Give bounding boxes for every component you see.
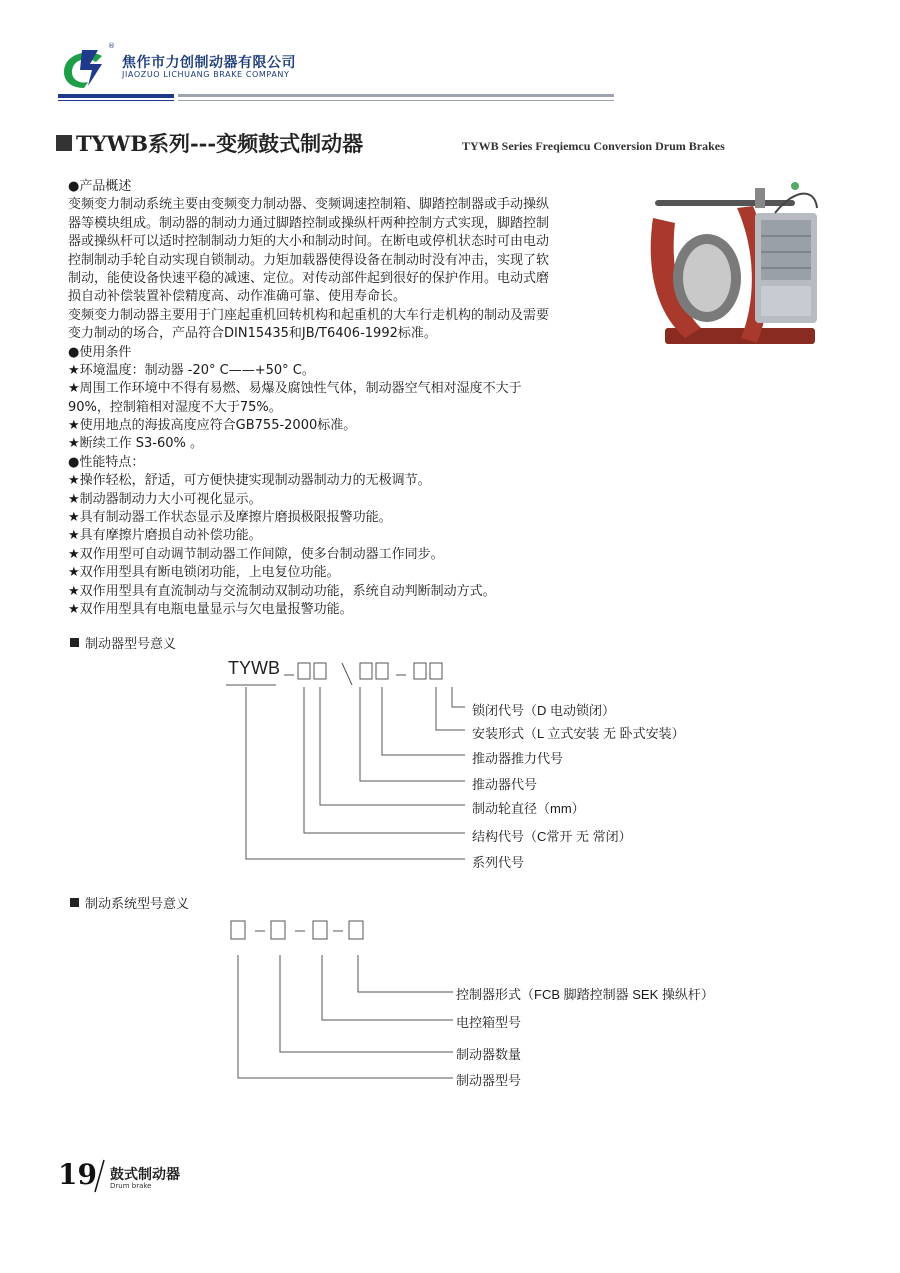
overview-line: 器等模块组成。制动器的制动力通过脚踏控制或操纵杆两种控制方式实现，脚踏控制	[68, 215, 550, 231]
company-name-cn: 焦作市力创制动器有限公司	[122, 55, 296, 71]
system-label-brake-quantity: 制动器数量	[456, 1047, 522, 1062]
conditions-line: ★环境温度：制动器 -20° C——+50° C。	[68, 362, 315, 378]
conditions-line: ★周围工作环境中不得有易燃、易爆及腐蚀性气体，制动器空气相对湿度不大于	[68, 381, 522, 397]
overview-line: 器或操纵杆可以适时控制制动力矩的大小和制动时间。在断电或停机状态时可由电动	[68, 234, 550, 250]
system-label-brake-model: 制动器型号	[456, 1073, 522, 1088]
registered-mark: ®	[108, 42, 115, 50]
overview-line: 变力制动的场合，产品符合DIN15435和JB/T6406-1992标准。	[68, 326, 437, 342]
overview-line: 损自动补偿装置补偿精度高、动作准确可靠、使用寿命长。	[68, 289, 407, 305]
system-diagram-heading-text: 制动系统型号意义	[85, 897, 190, 912]
company-name-en: JIAOZUO LICHUANG BRAKE COMPANY	[122, 70, 290, 79]
overview-line: 变频变力制动系统主要由变频变力制动器、变频调速控制箱、脚踏控制器或手动操纵	[68, 197, 550, 213]
system-label-controller-form: 控制器形式（FCB 脚踏控制器 SEK 操纵杆）	[456, 987, 714, 1002]
conditions-heading: ●使用条件	[68, 344, 132, 360]
features-line: ★具有制动器工作状态显示及摩擦片磨损极限报警功能。	[68, 510, 392, 526]
model-label-install-form: 安装形式（L 立式安装 无 卧式安装）	[472, 726, 685, 741]
model-label-thrust-code: 推动器推力代号	[472, 751, 564, 766]
square-bullet	[70, 898, 79, 907]
features-line: ★具有摩擦片磨损自动补偿功能。	[68, 528, 262, 544]
footer-section-cn: 鼓式制动器	[110, 1167, 180, 1183]
system-code-diagram	[225, 915, 455, 1085]
header-rule-blue-thin	[58, 100, 174, 101]
features-line: ★制动器制动力大小可视化显示。	[68, 491, 262, 507]
model-label-lock-code: 锁闭代号（D 电动锁闭）	[472, 703, 616, 718]
model-diagram-heading	[70, 633, 176, 652]
conditions-line: 90%，控制箱相对湿度不大于75%。	[68, 399, 282, 415]
header-rule-gray	[178, 94, 614, 97]
model-label-series-code: 系列代号	[472, 855, 525, 870]
features-heading: ●性能特点：	[68, 454, 145, 470]
overview-heading: ●产品概述	[68, 179, 132, 194]
footer-section-en: Drum brake	[110, 1182, 152, 1190]
header-rule-blue	[58, 94, 174, 98]
page-title-cn: TYWB系列---变频鼓式制动器	[76, 131, 364, 156]
model-label-structure-code: 结构代号（C常开 无 常闭）	[472, 829, 632, 844]
model-label-thruster-code: 推动器代号	[472, 777, 538, 792]
overview-line: 变频变力制动器主要用于门座起重机回转机构和起重机的大车行走机构的制动及需要	[68, 307, 550, 323]
features-line: ★双作用型具有断电锁闭功能，上电复位功能。	[68, 565, 340, 581]
header-rule-gray-thin	[178, 100, 614, 101]
overview-line: 制动，能使设备快速平稳的减速、定位。对传动部件起到很好的保护作用。电动式磨	[68, 270, 550, 286]
system-label-control-box: 电控箱型号	[456, 1015, 522, 1030]
conditions-line: ★断续工作 S3-60% 。	[68, 436, 204, 452]
conditions-line: ★使用地点的海拔高度应符合GB755-2000标准。	[68, 418, 357, 434]
features-line: ★双作用型可自动调节制动器工作间隙，使多台制动器工作同步。	[68, 546, 444, 562]
features-line: ★双作用型具有直流制动与交流制动双制动功能，系统自动判断制动方式。	[68, 583, 496, 599]
overview-line: 控制制动手轮自动实现自锁制动。力矩加载器使得设备在制动时没有冲击，实现了软	[68, 252, 550, 268]
square-bullet	[70, 638, 79, 647]
model-diagram-heading-text: 制动器型号意义	[85, 637, 177, 652]
model-code-prefix: TYWB	[228, 658, 280, 678]
page-number: 19	[58, 1158, 97, 1191]
features-line: ★操作轻松，舒适，可方便快捷实现制动器制动力的无极调节。	[68, 473, 431, 489]
features-line: ★双作用型具有电瓶电量显示与欠电量报警功能。	[68, 601, 353, 617]
title-square-bullet	[56, 135, 72, 151]
drum-brake-product-image	[645, 178, 835, 363]
system-diagram-heading	[70, 893, 189, 912]
page-title-en: TYWB Series Freqiemcu Conversion Drum Brakes	[462, 139, 725, 153]
page-number-slash	[92, 1158, 108, 1194]
model-label-wheel-diameter: 制动轮直径（mm）	[472, 801, 585, 816]
